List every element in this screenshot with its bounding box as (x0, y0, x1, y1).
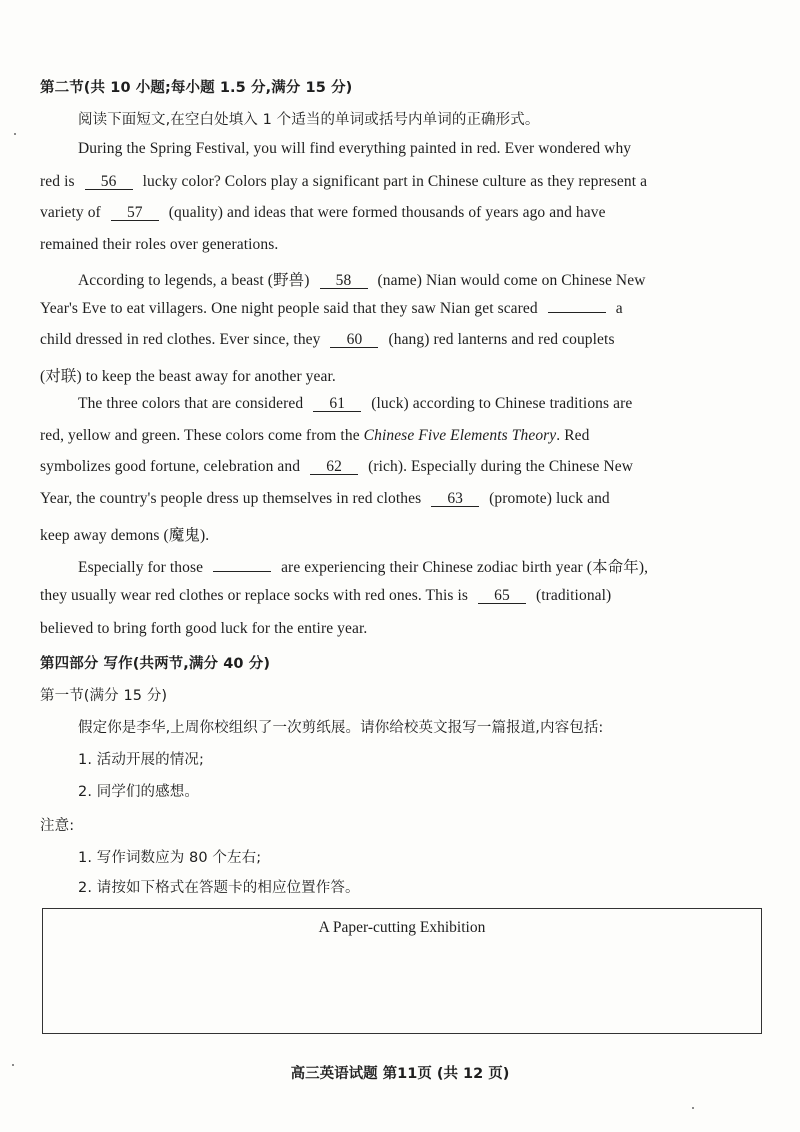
passage-text: symbolizes good fortune, celebration and (40, 458, 301, 475)
scan-speck (14, 133, 16, 135)
blank-62[interactable]: 62 (310, 460, 358, 475)
passage-text: (quality) and ideas that were formed thousands of years ago and have (168, 204, 606, 221)
passage-line (78, 395, 632, 413)
passage-text: child dressed in red clothes. Ever since, they (40, 331, 321, 348)
page-footer: 高三英语试题 第11页 (共 12 页) (290, 1066, 510, 1082)
blank-61[interactable]: 61 (313, 397, 361, 412)
passage-text: they usually wear red clothes or replace socks with red ones. This is (40, 587, 469, 604)
blank-58[interactable]: 58 (320, 274, 368, 289)
blank-60[interactable]: 60 (330, 333, 378, 348)
passage-line (40, 490, 610, 508)
passage-text: (rich). Especially during the Chinese New (368, 458, 634, 475)
blank-56[interactable]: 56 (85, 175, 133, 190)
passage-text: lucky color? Colors play a significant part in Chinese culture as they represent a (142, 173, 648, 190)
passage-line (40, 204, 606, 222)
passage-line (40, 427, 590, 445)
passage-text: According to legends, a beast (野兽) (78, 272, 310, 289)
task-item: 2. 同学们的感想。 (78, 784, 199, 800)
passage-text: are experiencing their Chinese zodiac birth year (本命年), (281, 559, 649, 576)
blank-63[interactable]: 63 (431, 492, 479, 507)
passage-text: Year, the country's people dress up themselves in red clothes (40, 490, 422, 507)
passage-line (40, 300, 623, 318)
passage-text: . Red (556, 427, 590, 444)
passage-text: (promote) luck and (489, 490, 610, 507)
passage-line: remained their roles over generations. (40, 236, 279, 253)
passage-line: (对联) to keep the beast away for another year. (40, 368, 336, 385)
passage-text: (luck) according to Chinese traditions are (371, 395, 633, 412)
passage-text: The three colors that are considered (78, 395, 304, 412)
passage-text: (traditional) (535, 587, 612, 604)
passage-text: (hang) red lanterns and red couplets (388, 331, 615, 348)
note-item: 1. 写作词数应为 80 个左右; (78, 850, 262, 866)
passage-text: Year's Eve to eat villagers. One night people said that they saw Nian get scared (40, 300, 538, 317)
passage-line (40, 458, 633, 476)
theory-name: Chinese Five Elements Theory (363, 427, 557, 444)
blank-64[interactable] (213, 571, 271, 572)
blank-65[interactable]: 65 (478, 589, 526, 604)
section-heading: 第一节(满分 15 分) (40, 688, 168, 704)
task-item: 1. 活动开展的情况; (78, 752, 204, 768)
notes-label: 注意: (40, 818, 75, 834)
section-heading: 第二节(共 10 小题;每小题 1.5 分,满分 15 分) (40, 80, 353, 96)
instruction-text: 阅读下面短文,在空白处填入 1 个适当的单词或括号内单词的正确形式。 (78, 112, 540, 128)
passage-line: believed to bring forth good luck for the entire year. (40, 620, 368, 637)
blank-59[interactable] (548, 312, 606, 313)
note-item: 2. 请按如下格式在答题卡的相应位置作答。 (78, 880, 360, 896)
passage-line (40, 587, 611, 605)
passage-line: keep away demons (魔鬼). (40, 527, 210, 544)
passage-line (40, 173, 647, 191)
essay-title: A Paper-cutting Exhibition (318, 919, 486, 936)
answer-box[interactable] (42, 908, 762, 1034)
passage-text: (name) Nian would come on Chinese New (377, 272, 646, 289)
passage-line: During the Spring Festival, you will find everything painted in red. Ever wondered why (78, 140, 632, 157)
part-heading: 第四部分 写作(共两节,满分 40 分) (40, 656, 271, 672)
passage-text: red is (40, 173, 75, 190)
passage-line (78, 268, 646, 290)
scan-speck (692, 1107, 694, 1109)
passage-text: red, yellow and green. These colors come from the (40, 427, 360, 444)
passage-line (40, 331, 615, 349)
blank-57[interactable]: 57 (111, 206, 159, 221)
passage-text: a (615, 300, 623, 317)
passage-text: Especially for those (78, 559, 204, 576)
task-text: 假定你是李华,上周你校组织了一次剪纸展。请你给校英文报写一篇报道,内容包括: (78, 720, 604, 736)
scan-speck (12, 1064, 14, 1066)
passage-line (78, 555, 648, 577)
passage-text: variety of (40, 204, 101, 221)
